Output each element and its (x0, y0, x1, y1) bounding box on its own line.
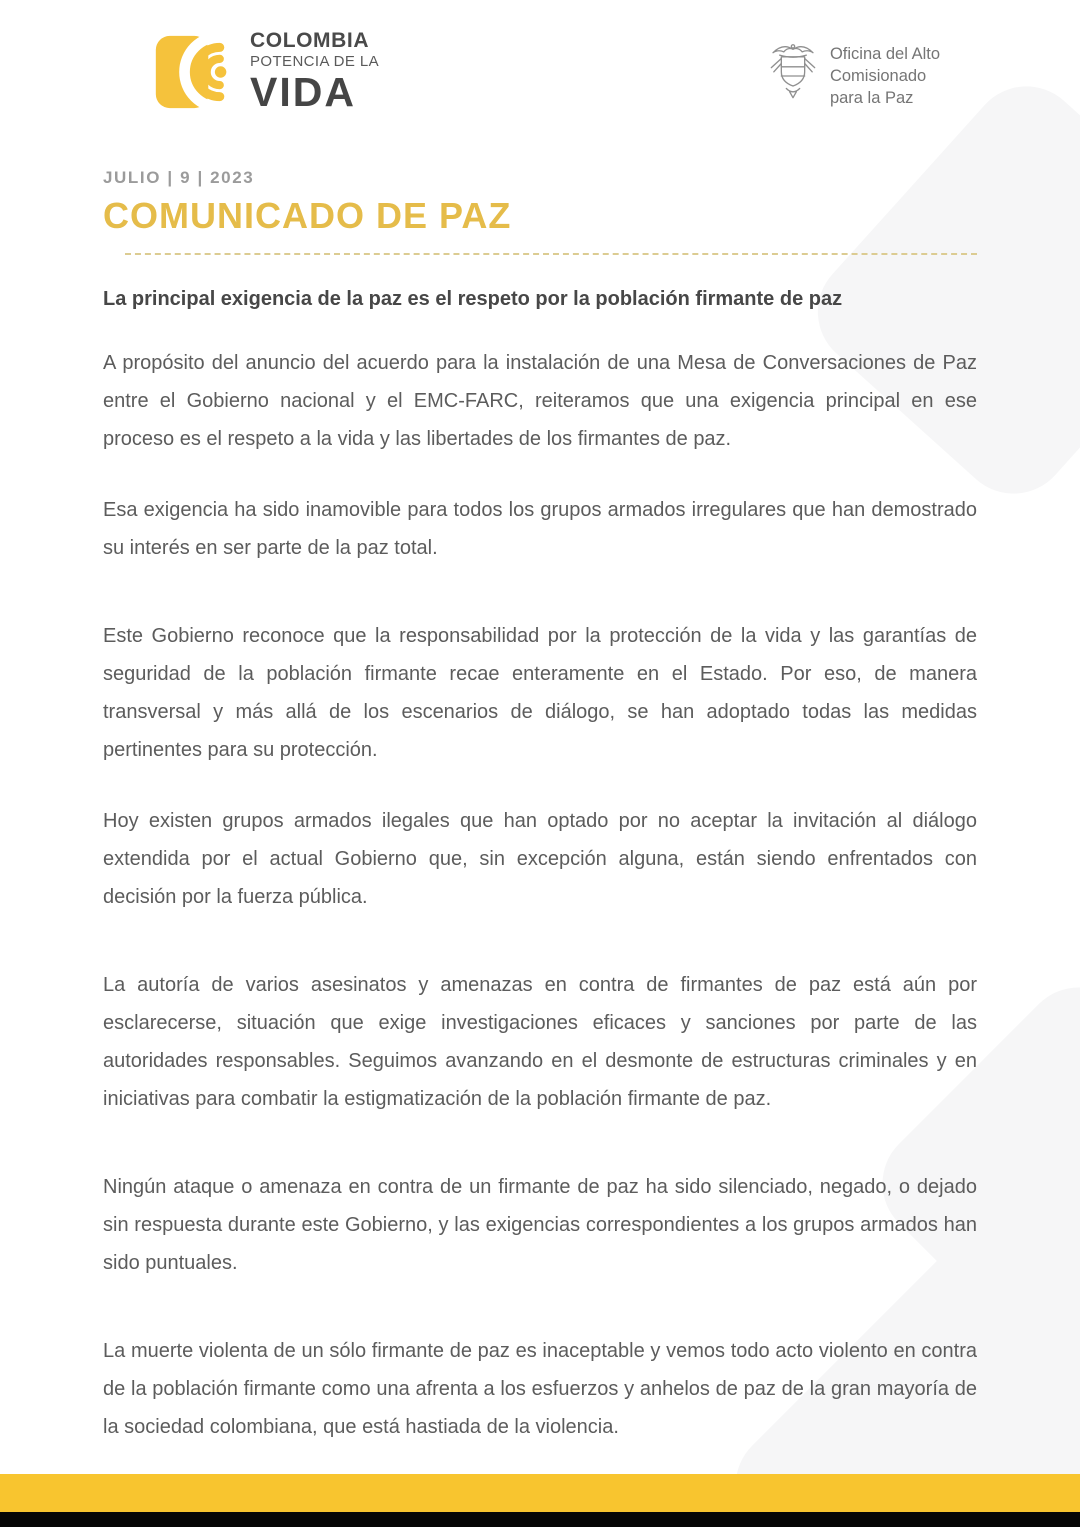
document-date: JULIO | 9 | 2023 (103, 167, 255, 187)
paragraph-6: Ningún ataque o amenaza en contra de un firmante de paz ha sido silenciado, negado, o dejado sin respuesta durante este Gobierno, y las exigencias correspondientes a los grupos armados han sido puntuales. (103, 1175, 977, 1274)
page-header (0, 0, 1080, 114)
footer-black-bar (0, 1512, 1080, 1527)
paragraph-5: La autoría de varios asesinatos y amenazas en contra de firmantes de paz está aún por esclarecerse, situación que exige investigaciones eficaces y sanciones por parte de las autoridades responsables. Seguimos avanzando en el desmonte de estructuras criminales y en iniciativas para combatir la estigmatización de la población firmante de paz. (103, 973, 977, 1110)
colombia-wave-icon (155, 34, 237, 110)
paragraph-1: A propósito del anuncio del acuerdo para la instalación de una Mesa de Conversaciones de Paz entre el Gobierno nacional y el EMC-FARC, reiteramos que una exigencia principal en ese proceso es el respeto a la vida y las libertades de los firmantes de paz. (103, 351, 977, 450)
document-body (103, 168, 977, 1446)
colombia-brand-logo (155, 30, 379, 114)
footer-yellow-bar (0, 1474, 1080, 1512)
dashed-divider (125, 253, 977, 255)
office-name-line1: Oficina del Alto (829, 45, 940, 63)
office-logo (768, 38, 940, 109)
office-name-line3: para la Paz (829, 88, 914, 107)
brand-wordmark (250, 30, 379, 114)
paragraph-4: Hoy existen grupos armados ilegales que han optado por no aceptar la invitación al diálogo extendida por el actual Gobierno que, sin excepción alguna, están siendo enfrentados con decisión por la fuerza pública. (103, 809, 977, 908)
paragraph-7: La muerte violenta de un sólo firmante de paz es inaceptable y vemos todo acto violento en contra de la población firmante como una afrenta a los esfuerzos y anhelos de paz de la gran mayoría de la sociedad colombiana, que está hastiada de la violencia. (103, 1339, 977, 1438)
document-subtitle: La principal exigencia de la paz es el respeto por la población firmante de paz (103, 287, 843, 310)
page-title: COMUNICADO DE PAZ (103, 194, 512, 236)
office-name-line2: Comisionado (829, 66, 927, 85)
paragraph-3: Este Gobierno reconoce que la responsabilidad por la protección de la vida y las garantías de seguridad de la población firmante recae enteramente en el Estado. Por eso, de manera transversal y más allá de los escenarios de diálogo, se han adoptado todas las medidas pertinentes para su protección. (103, 624, 977, 761)
brand-line-potencia: POTENCIA DE LA (250, 53, 379, 71)
brand-line-vida: VIDA (250, 68, 356, 115)
office-name (830, 38, 940, 109)
brand-line-colombia: COLOMBIA (250, 29, 370, 52)
paragraph-2: Esa exigencia ha sido inamovible para todos los grupos armados irregulares que han demostrado su interés en ser parte de la paz total. (103, 498, 977, 559)
coat-of-arms-icon (768, 40, 818, 102)
